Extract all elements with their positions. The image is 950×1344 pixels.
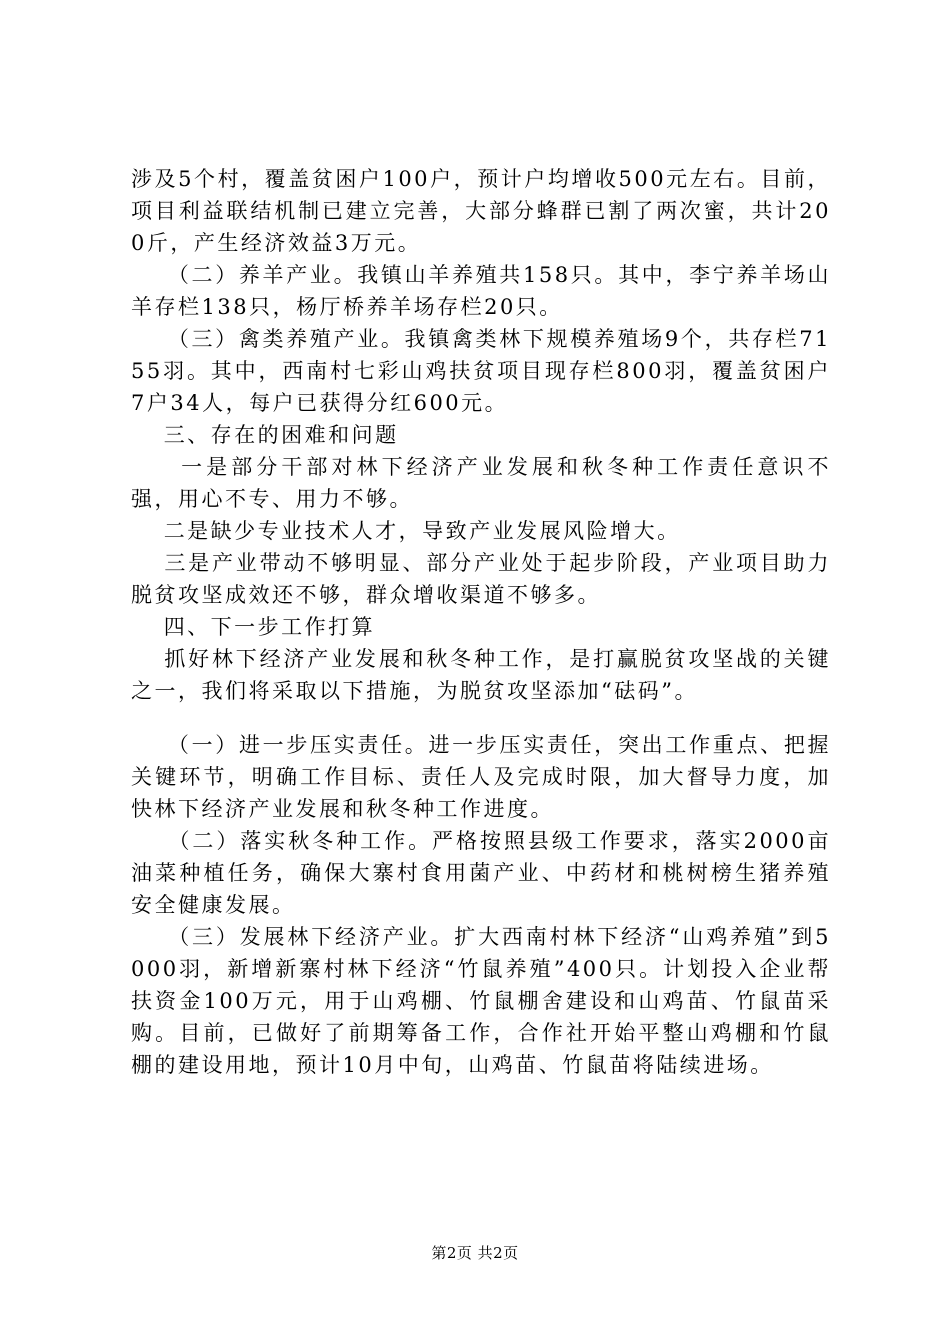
paragraph-text: 二是缺少专业技术人才，导致产业发展风险增大。 xyxy=(163,519,681,543)
section-heading-3 xyxy=(131,419,831,451)
indent xyxy=(131,647,164,671)
page-number: 第2页 共2页 xyxy=(431,1244,519,1262)
paragraph-text: 一是部分干部对林下经济产业发展和秋冬种工作责任意识不强，用心不专、用力不够。 xyxy=(131,455,832,511)
indent xyxy=(131,423,164,447)
paragraph-text: 抓好林下经济产业发展和秋冬种工作，是打赢脱贫攻坚战的关键之一，我们将采取以下措施，为脱贫攻坚添加“砝码”。 xyxy=(131,647,831,703)
paragraph-text: （三）发展林下经济产业。扩大西南村林下经济“山鸡养殖”到5000羽，新增新寨村林下经济“竹鼠养殖”400只。计划投入企业帮扶资金100万元，用于山鸡棚、竹鼠棚舍建设和山鸡苗、竹鼠苗采购。目前，已做好了前期筹备工作，合作社开始平整山鸡棚和竹鼠棚的建设用地，预计10月中旬，山鸡苗、竹鼠苗将陆续进场。 xyxy=(131,925,831,1077)
paragraph-6 xyxy=(131,515,831,547)
paragraph-text: 三是产业带动不够明显、部分产业处于起步阶段，产业项目助力脱贫攻坚成效还不够，群众增收渠道不够多。 xyxy=(131,551,831,607)
paragraph-7 xyxy=(131,547,831,611)
paragraph-1 xyxy=(131,163,831,259)
indent xyxy=(131,733,178,757)
indent xyxy=(131,551,164,575)
paragraph-text: （一）进一步压实责任。进一步压实责任，突出工作重点、把握关键环节，明确工作目标、责任人及完成时限，加大督导力度，加快林下经济产业发展和秋冬种工作进度。 xyxy=(131,733,832,821)
indent xyxy=(131,925,179,949)
paragraph-text: （二）养羊产业。我镇山羊养殖共158只。其中，李宁养羊场山羊存栏138只，杨厅桥养羊场存栏20只。 xyxy=(131,263,831,319)
paragraph-text: （三）禽类养殖产业。我镇禽类林下规模养殖场9个，共存栏7155羽。其中，西南村七彩山鸡扶贫项目现存栏800羽，覆盖贫困户7户34人，每户已获得分红600元。 xyxy=(131,327,831,415)
paragraph-3 xyxy=(131,323,831,419)
indent xyxy=(131,263,178,287)
indent xyxy=(131,519,164,543)
paragraph-12 xyxy=(131,921,831,1081)
indent xyxy=(131,829,179,853)
paragraph-text: （二）落实秋冬种工作。严格按照县级工作要求，落实2000亩油菜种植任务，确保大寨村食用菌产业、中药材和桃树榜生猪养殖安全健康发展。 xyxy=(131,829,831,917)
indent xyxy=(131,327,178,351)
paragraph-9 xyxy=(131,643,831,707)
document-body xyxy=(131,163,831,1081)
section-heading-4 xyxy=(131,611,831,643)
heading-text: 四、下一步工作打算 xyxy=(163,615,376,639)
paragraph-11 xyxy=(131,825,831,921)
paragraph-text: 涉及5个村，覆盖贫困户100户，预计户均增收500元左右。目前，项目利益联结机制已建立完善，大部分蜂群已割了两次蜜，共计200斤，产生经济效益3万元。 xyxy=(131,167,831,255)
paragraph-10 xyxy=(131,729,831,825)
indent xyxy=(131,615,164,639)
heading-text: 三、存在的困难和问题 xyxy=(163,423,399,447)
paragraph-2 xyxy=(131,259,831,323)
paragraph-5 xyxy=(131,451,831,515)
page-footer xyxy=(0,1242,950,1263)
indent xyxy=(131,455,181,479)
